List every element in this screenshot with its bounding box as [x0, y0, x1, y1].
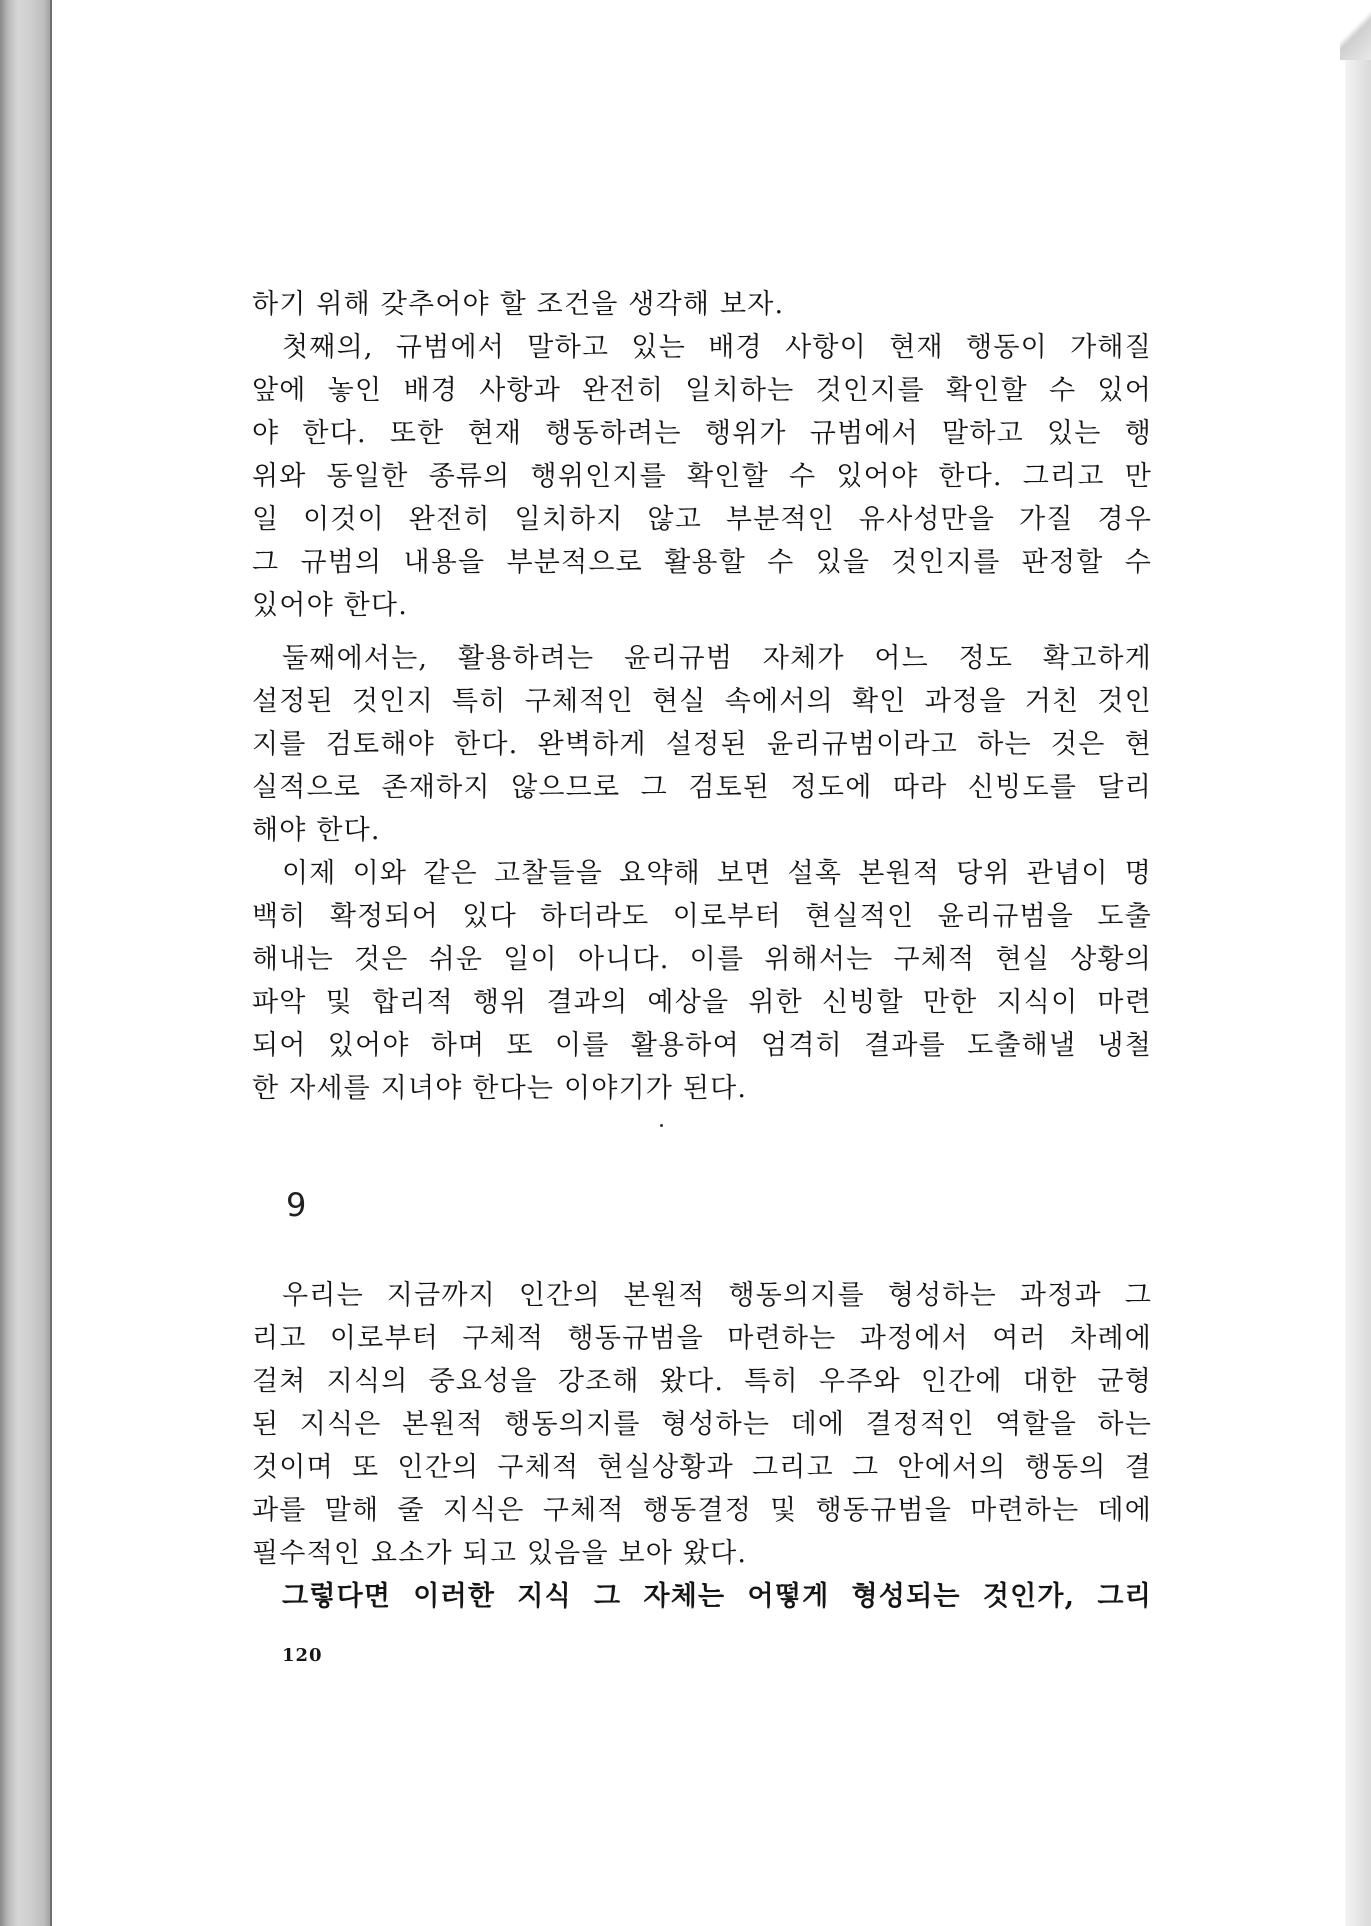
paragraph-4 [252, 852, 1152, 1110]
paragraph-2-line: 일 이것이 완전히 일치하지 않고 부분적인 유사성만을 가질 경우 [252, 504, 1152, 535]
paragraph-3-line: 둘째에서는, 활용하려는 윤리규범 자체가 어느 정도 확고하게 [282, 643, 1152, 674]
paragraph-3-line: 설정된 것인지 특히 구체적인 현실 속에서의 확인 과정을 거친 것인 [252, 686, 1152, 717]
book-spine [0, 0, 52, 1926]
paragraph-4-line: 해내는 것은 쉬운 일이 아니다. 이를 위해서는 구체적 현실 상황의 [252, 944, 1152, 975]
paragraph-4-line: 한 자세를 지녀야 한다는 이야기가 된다. [252, 1073, 748, 1104]
paragraph-5-line: 리고 이로부터 구체적 행동규범을 마련하는 과정에서 여러 차례에 [252, 1323, 1152, 1354]
paragraph-5-line: 과를 말해 줄 지식은 구체적 행동결정 및 행동규범을 마련하는 데에 [252, 1495, 1152, 1526]
paragraph-4-line: 이제 이와 같은 고찰들을 요약해 보면 설혹 본원적 당위 관념이 명 [282, 858, 1152, 889]
paragraph-6-line: 그렇다면 이러한 지식 그 자체는 어떻게 형성되는 것인가, 그리 [282, 1581, 1152, 1612]
paragraph-4-line: 백히 확정되어 있다 하더라도 이로부터 현실적인 윤리규범을 도출 [252, 901, 1152, 932]
text-block-upper [252, 283, 1152, 1110]
paragraph-5-line: 것이며 또 인간의 구체적 현실상황과 그리고 그 안에서의 행동의 결 [252, 1452, 1152, 1483]
paragraph-2-line: 앞에 놓인 배경 사항과 완전히 일치하는 것인지를 확인할 수 있어 [252, 375, 1152, 406]
paragraph-5-line: 걸쳐 지식의 중요성을 강조해 왔다. 특히 우주와 인간에 대한 균형 [252, 1366, 1152, 1397]
page-right-edge [1345, 0, 1371, 1926]
paragraph-2 [252, 326, 1152, 627]
paragraph-3 [252, 637, 1152, 852]
paragraph-2-line: 위와 동일한 종류의 행위인지를 확인할 수 있어야 한다. 그리고 만 [252, 461, 1152, 492]
paragraph-5 [252, 1274, 1152, 1575]
paragraph-2-line: 야 한다. 또한 현재 행동하려는 행위가 규범에서 말하고 있는 행 [252, 418, 1152, 449]
page-corner [1340, 0, 1371, 60]
paragraph-5-line: 우리는 지금까지 인간의 본원적 행동의지를 형성하는 과정과 그 [282, 1280, 1152, 1311]
paragraph-1-line: 하기 위해 갖추어야 할 조건을 생각해 보자. [252, 289, 785, 320]
section-number: 9 [286, 1186, 307, 1224]
paragraph-2-line: 그 규범의 내용을 부분적으로 활용할 수 있을 것인지를 판정할 수 [252, 547, 1152, 578]
paragraph-3-line: 지를 검토해야 한다. 완벽하게 설정된 윤리규범이라고 하는 것은 현 [252, 729, 1152, 760]
paragraph-6 [252, 1575, 1152, 1618]
paragraph-5-line: 필수적인 요소가 되고 있음을 보아 왔다. [252, 1538, 748, 1569]
paragraph-4-line: 파악 및 합리적 행위 결과의 예상을 위한 신빙할 만한 지식이 마련 [252, 987, 1152, 1018]
stray-dot [660, 1124, 663, 1127]
paragraph-3-line: 해야 한다. [252, 815, 381, 846]
paragraph-2-line: 첫째의, 규범에서 말하고 있는 배경 사항이 현재 행동이 가해질 [282, 332, 1152, 363]
paragraph-5-line: 된 지식은 본원적 행동의지를 형성하는 데에 결정적인 역할을 하는 [252, 1409, 1152, 1440]
text-block-lower [252, 1274, 1152, 1618]
paragraph-3-line: 실적으로 존재하지 않으므로 그 검토된 정도에 따라 신빙도를 달리 [252, 772, 1152, 803]
paragraph-2-line: 있어야 한다. [252, 590, 408, 621]
paragraph-4-line: 되어 있어야 하며 또 이를 활용하여 엄격히 결과를 도출해낼 냉철 [252, 1030, 1152, 1061]
page-number: 120 [282, 1645, 323, 1666]
